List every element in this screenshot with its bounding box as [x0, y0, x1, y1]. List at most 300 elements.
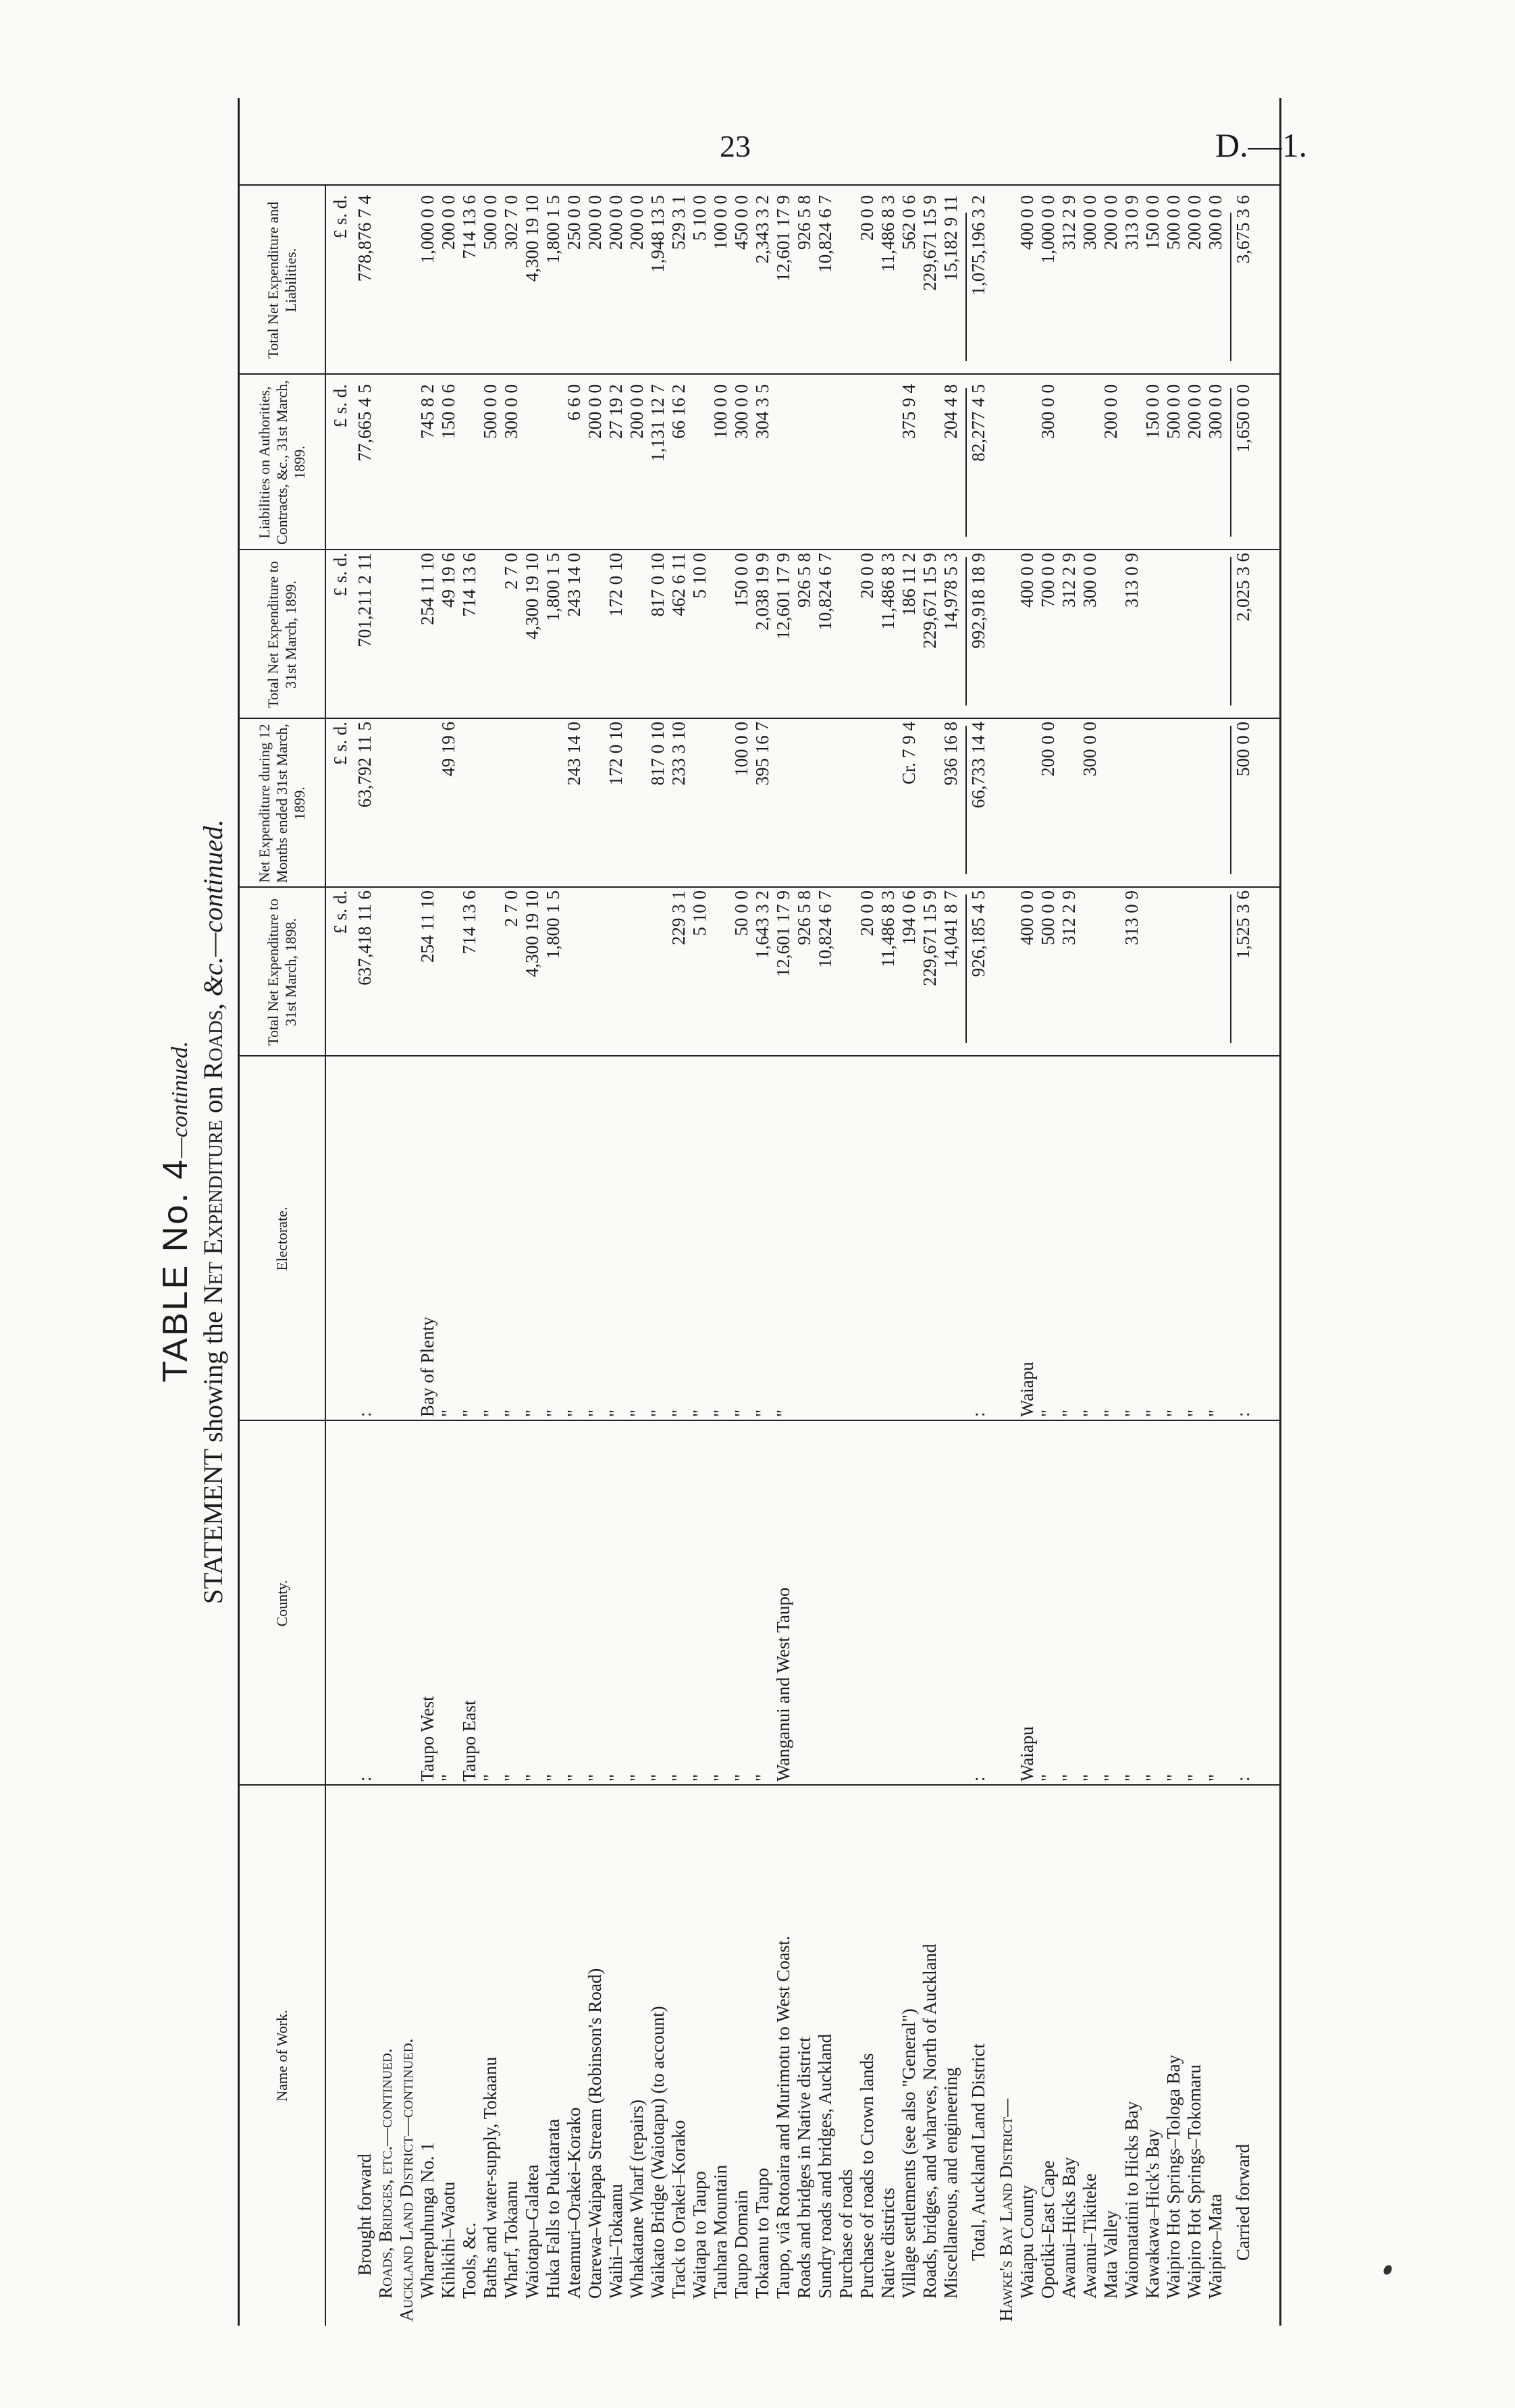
expenditure-12-months: 49 19 6 [438, 722, 458, 776]
table-row [627, 98, 647, 2326]
electorate-cell: " [1121, 1409, 1142, 1417]
expenditure-1898: 194 0 6 [899, 890, 919, 945]
table-row [857, 98, 877, 2326]
statement-suffix: &c.—continued. [198, 819, 228, 1004]
total-expenditure-liabilities: 1,800 1 5 [543, 195, 563, 264]
work-name: Waikato Bridge (Waiotapu) (to account) [647, 2006, 668, 2299]
work-name: Auckland Land District—continued. [396, 2038, 417, 2322]
electorate-cell: : [354, 1412, 375, 1417]
electorate-cell: : [968, 1412, 988, 1417]
work-name: Ateamuri–Orakei–Korako [564, 2107, 584, 2299]
expenditure-1898: 1,525 3 6 [1233, 890, 1253, 959]
units-row [330, 98, 350, 2326]
work-name: Miscellaneous, and engineering [940, 2067, 961, 2299]
electorate-cell: " [606, 1409, 626, 1417]
sum-rule [965, 388, 967, 537]
electorate-cell: " [522, 1409, 542, 1417]
county-cell: " [668, 1773, 689, 1782]
total-expenditure-liabilities: 5 10 0 [689, 195, 710, 241]
work-name: Mata Valley [1100, 2210, 1121, 2299]
expenditure-12-months: 500 0 0 [1233, 722, 1253, 776]
sum-rule [1230, 557, 1231, 705]
electorate-cell: " [1100, 1409, 1121, 1417]
expenditure-1899: 20 0 0 [857, 553, 877, 599]
expenditure-12-months: 63,792 11 5 [354, 722, 375, 808]
work-name: Hawke's Bay Land District— [996, 2098, 1016, 2322]
electorate-cell: " [480, 1409, 500, 1417]
total-expenditure-liabilities: 200 0 0 [1100, 195, 1121, 250]
work-name: Village settlements (see also "General") [899, 2008, 919, 2299]
sum-rule [965, 894, 967, 1043]
work-name: Waiapu County [1017, 2185, 1037, 2299]
table-row [1184, 98, 1204, 2326]
work-name: Purchase of roads to Crown lands [857, 2053, 877, 2299]
county-cell: " [731, 1773, 751, 1782]
electorate-cell: Waiapu [1017, 1362, 1037, 1417]
electorate-cell: " [752, 1409, 772, 1417]
liabilities-1899: 100 0 0 [710, 384, 730, 439]
liabilities-1899: 304 3 5 [752, 384, 772, 439]
sum-rule [965, 213, 967, 361]
county-cell: Wanganui and West Taupo [773, 1587, 793, 1782]
total-expenditure-liabilities: 529 3 1 [668, 195, 689, 250]
expenditure-1899: 300 0 0 [1080, 553, 1100, 608]
table-row [606, 98, 626, 2326]
electorate-cell: " [627, 1409, 647, 1417]
expenditure-1898: 1,800 1 5 [543, 890, 563, 959]
liabilities-1899: 150 0 0 [1142, 384, 1163, 439]
expenditure-1898: 312 2 9 [1059, 890, 1079, 945]
liabilities-1899: 27 19 2 [606, 384, 626, 439]
expenditure-1899: 1,800 1 5 [543, 553, 563, 622]
work-name: Track to Orakei–Korako [668, 2120, 689, 2299]
expenditure-12-months: 395 16 7 [752, 722, 772, 786]
expenditure-1899: 926 5 8 [794, 553, 814, 608]
total-expenditure-liabilities: 150 0 0 [1142, 195, 1163, 250]
expenditure-1899: 2,025 3 6 [1233, 553, 1253, 622]
expenditure-1899: 172 0 10 [606, 553, 626, 617]
expenditure-12-months: 66,733 14 4 [968, 722, 988, 809]
electorate-cell: " [1059, 1409, 1079, 1417]
total-expenditure-liabilities: 1,000 0 0 [417, 195, 437, 264]
table-row [1059, 98, 1079, 2326]
total-expenditure-liabilities: 300 0 0 [1080, 195, 1100, 250]
liabilities-1899: 200 0 0 [585, 384, 605, 439]
expenditure-1898: 1,643 3 2 [752, 890, 772, 959]
county-cell: Taupo East [459, 1700, 479, 1782]
work-name: Wharepuhunga No. 1 [417, 2142, 437, 2299]
expenditure-12-months: 100 0 0 [731, 722, 751, 776]
total-expenditure-liabilities: 400 0 0 [1017, 195, 1037, 250]
total-expenditure-liabilities: 562 0 6 [899, 195, 919, 250]
sum-rule [1230, 388, 1231, 537]
expenditure-12-months: 817 0 10 [647, 722, 668, 786]
statement-roads: Roads, [198, 1003, 228, 1079]
liabilities-1899: 66 16 2 [668, 384, 689, 439]
header-col1: Total Net Expenditure to 31st March, 1898. [240, 888, 326, 1056]
total-expenditure-liabilities: 200 0 0 [585, 195, 605, 250]
work-name: Total, Auckland Land District [968, 2043, 988, 2261]
expenditure-1898: 229,671 15 9 [920, 890, 940, 986]
expenditure-1899: 714 13 6 [459, 553, 479, 617]
table-row [1100, 98, 1121, 2326]
table-row [1233, 98, 1253, 2326]
total-expenditure-liabilities: 10,824 6 7 [815, 195, 835, 273]
electorate-cell: " [1038, 1409, 1058, 1417]
work-name: Waihi–Tokaanu [606, 2184, 626, 2299]
ink-mark [1382, 2264, 1393, 2276]
electorate-cell: " [773, 1409, 793, 1417]
total-expenditure-liabilities: 778,876 7 4 [354, 195, 375, 282]
expenditure-1899: 462 6 11 [668, 553, 689, 616]
total-expenditure-liabilities: 4,300 19 10 [522, 195, 542, 282]
expenditure-1898: 637,418 11 6 [354, 890, 375, 986]
total-expenditure-liabilities: 302 7 0 [501, 195, 521, 250]
county-cell: " [585, 1773, 605, 1782]
header-col5: Total Net Expenditure and Liabilities. [240, 186, 326, 375]
liabilities-1899: 200 0 0 [627, 384, 647, 439]
statement-heading [197, 98, 229, 2326]
expenditure-1899: 186 11 2 [899, 553, 919, 616]
total-expenditure-liabilities: 3,675 3 6 [1233, 195, 1253, 264]
county-cell: " [438, 1773, 458, 1782]
total-expenditure-liabilities: 15,182 9 11 [940, 195, 961, 282]
total-expenditure-liabilities: 500 0 0 [480, 195, 500, 250]
liabilities-1899: 6 6 0 [564, 384, 584, 421]
expenditure-1899: 400 0 0 [1017, 553, 1037, 608]
table-row [354, 98, 375, 2326]
total-expenditure-liabilities: 200 0 0 [438, 195, 458, 250]
county-cell: " [710, 1773, 730, 1782]
header-col2: Net Expenditure during 12 Months ended 31st March, 1899. [240, 719, 326, 888]
units-label: £ s. d. [330, 553, 350, 597]
work-name: Awanui–Tikiteke [1080, 2173, 1100, 2299]
table-row [1017, 98, 1037, 2326]
county-cell: " [1080, 1773, 1100, 1782]
title-block [149, 98, 229, 2326]
total-expenditure-liabilities: 2,343 3 2 [752, 195, 772, 264]
header-col4: Liabilities on Authorities, Contracts, &c., 31st March, 1899. [240, 375, 326, 550]
table-title [155, 98, 196, 2326]
units-label: £ s. d. [330, 890, 350, 934]
county-cell: : [968, 1776, 988, 1782]
electorate-cell: " [1205, 1409, 1225, 1417]
county-cell: " [689, 1773, 710, 1782]
table-row [794, 98, 814, 2326]
liabilities-1899: 300 0 0 [501, 384, 521, 439]
expenditure-1899: 2,038 19 9 [752, 553, 772, 631]
work-name: Huka Falls to Pukatarata [543, 2118, 563, 2299]
table-row [522, 98, 542, 2326]
liabilities-1899: 500 0 0 [480, 384, 500, 439]
work-name: Waipiro Hot Springs–Tologa Bay [1163, 2054, 1184, 2299]
county-cell: " [564, 1773, 584, 1782]
expenditure-12-months: 300 0 0 [1080, 722, 1100, 776]
expenditure-1899: 49 19 6 [438, 553, 458, 608]
work-name: Roads, Bridges, etc.—continued. [375, 2048, 396, 2299]
total-expenditure-liabilities: 1,948 13 5 [647, 195, 668, 273]
work-name: Roads, bridges, and wharves, North of Auckland [920, 1944, 940, 2299]
rotated-table-page [149, 98, 1296, 2326]
total-expenditure-liabilities: 300 0 0 [1205, 195, 1225, 250]
expenditure-1898: 500 0 0 [1038, 890, 1058, 945]
sum-rule [1230, 894, 1231, 1043]
table-row [996, 98, 1016, 2326]
expenditure-1899: 243 14 0 [564, 553, 584, 617]
total-expenditure-liabilities: 20 0 0 [857, 195, 877, 241]
work-name: Kawakawa–Hick's Bay [1142, 2129, 1163, 2299]
table-row [878, 98, 898, 2326]
table-row [1121, 98, 1142, 2326]
work-name: Wharf, Tokaanu [501, 2180, 521, 2299]
county-cell: " [606, 1773, 626, 1782]
table-title-main: TABLE No. 4 [156, 1158, 195, 1383]
work-name: Whakatane Wharf (repairs) [627, 2099, 647, 2299]
expenditure-12-months: 172 0 10 [606, 722, 626, 786]
liabilities-1899: 200 0 0 [1184, 384, 1204, 439]
work-name: Opotiki–East Cape [1038, 2160, 1058, 2299]
liabilities-1899: 300 0 0 [1038, 384, 1058, 439]
county-cell: " [647, 1773, 668, 1782]
table-row [710, 98, 730, 2326]
expenditure-1899: 312 2 9 [1059, 553, 1079, 608]
sum-rule [1230, 726, 1231, 874]
county-cell: " [1100, 1773, 1121, 1782]
county-cell: : [1233, 1776, 1253, 1782]
electorate-cell: " [689, 1409, 710, 1417]
table-row [920, 98, 940, 2326]
county-cell: " [1184, 1773, 1204, 1782]
expenditure-1899: 14,978 5 3 [940, 553, 961, 631]
work-name: Waipiro–Mata [1205, 2193, 1225, 2299]
work-name: Otarewa–Waipapa Stream (Robinson's Road) [585, 1968, 605, 2299]
work-name: Sundry roads and bridges, Auckland [815, 2033, 835, 2299]
expenditure-1899: 2 7 0 [501, 553, 521, 589]
table-row [668, 98, 689, 2326]
county-cell: : [354, 1776, 375, 1782]
expenditure-1899: 992,918 18 9 [968, 553, 988, 649]
total-expenditure-liabilities: 250 0 0 [564, 195, 584, 250]
expenditure-12-months: 200 0 0 [1038, 722, 1058, 776]
work-name: Tauhara Mountain [710, 2164, 730, 2299]
header-name: Name of Work. [240, 1786, 326, 2326]
electorate-cell: " [1080, 1409, 1100, 1417]
county-cell: " [1121, 1773, 1142, 1782]
table-row [1163, 98, 1184, 2326]
total-expenditure-liabilities: 200 0 0 [1184, 195, 1204, 250]
table-row [375, 98, 396, 2326]
table-row [731, 98, 751, 2326]
table-title-continued: —continued. [167, 1041, 192, 1158]
county-cell: " [1142, 1773, 1163, 1782]
work-name: Awanui–Hicks Bay [1059, 2157, 1079, 2299]
liabilities-1899: 77,665 4 5 [354, 384, 375, 462]
total-expenditure-liabilities: 312 2 9 [1059, 195, 1079, 250]
expenditure-1898: 14,041 8 7 [940, 890, 961, 968]
county-cell: " [1205, 1773, 1225, 1782]
total-expenditure-liabilities: 200 0 0 [627, 195, 647, 250]
county-cell: Waiapu [1017, 1726, 1037, 1782]
county-cell: Taupo West [417, 1696, 437, 1782]
electorate-cell: " [731, 1409, 751, 1417]
liabilities-1899: 82,277 4 5 [968, 384, 988, 462]
liabilities-1899: 500 0 0 [1163, 384, 1184, 439]
total-expenditure-liabilities: 229,671 15 9 [920, 195, 940, 291]
electorate-cell: " [1142, 1409, 1163, 1417]
expenditure-1899: 12,601 17 9 [773, 553, 793, 640]
expenditure-1899: 700 0 0 [1038, 553, 1058, 608]
work-name: Waipiro Hot Springs–Tokomaru [1184, 2064, 1204, 2299]
electorate-cell: " [647, 1409, 668, 1417]
header-county: County. [240, 1421, 326, 1786]
work-name: Taupo, viâ Rotoaira and Murimotu to West Coast. [773, 1935, 793, 2299]
expenditure-1899: 150 0 0 [731, 553, 751, 608]
work-name: Native districts [878, 2187, 898, 2299]
expenditure-1898: 11,486 8 3 [878, 890, 898, 967]
liabilities-1899: 375 9 4 [899, 384, 919, 439]
expenditure-1899: 4,300 19 10 [522, 553, 542, 640]
table-row [647, 98, 668, 2326]
expenditure-1898: 714 13 6 [459, 890, 479, 955]
total-expenditure-liabilities: 11,486 8 3 [878, 195, 898, 272]
expenditure-1899: 313 0 9 [1121, 553, 1142, 608]
electorate-cell: " [459, 1409, 479, 1417]
expenditure-1898: 400 0 0 [1017, 890, 1037, 945]
electorate-cell: " [668, 1409, 689, 1417]
statement-on: on [198, 1079, 228, 1120]
electorate-cell: " [564, 1409, 584, 1417]
work-name: Baths and water-supply, Tokaanu [480, 2056, 500, 2299]
sum-rule [965, 726, 967, 874]
table-row [940, 98, 961, 2326]
electorate-cell: " [543, 1409, 563, 1417]
county-cell: " [480, 1773, 500, 1782]
work-name: Kihikihi–Waotu [438, 2181, 458, 2299]
county-cell: " [752, 1773, 772, 1782]
table-row [1038, 98, 1058, 2326]
page-number: 23 [720, 129, 751, 163]
table-row [968, 98, 988, 2326]
electorate-cell: " [1163, 1409, 1184, 1417]
sum-rule [965, 557, 967, 705]
table-row [417, 98, 437, 2326]
electorate-cell: " [1184, 1409, 1204, 1417]
table-row [1080, 98, 1100, 2326]
electorate-cell: Bay of Plenty [417, 1316, 437, 1417]
liabilities-1899: 300 0 0 [1205, 384, 1225, 439]
county-cell: " [522, 1773, 542, 1782]
table-row [773, 98, 793, 2326]
electorate-cell: : [1233, 1412, 1253, 1417]
liabilities-1899: 204 4 8 [940, 384, 961, 439]
units-label: £ s. d. [330, 195, 350, 239]
total-expenditure-liabilities: 500 0 0 [1163, 195, 1184, 250]
units-label: £ s. d. [330, 384, 350, 428]
page-reference: D.—1. [1215, 126, 1308, 164]
work-name: Taupo Domain [731, 2190, 751, 2299]
table-row [585, 98, 605, 2326]
header-electorate: Electorate. [240, 1056, 326, 1421]
table-row [543, 98, 563, 2326]
county-cell: " [627, 1773, 647, 1782]
county-cell: " [1038, 1773, 1058, 1782]
work-name: Tools, &c. [459, 2222, 479, 2299]
county-cell: " [1163, 1773, 1184, 1782]
table-row [564, 98, 584, 2326]
total-expenditure-liabilities: 313 0 9 [1121, 195, 1142, 250]
table-row [396, 98, 417, 2326]
table-row [899, 98, 919, 2326]
expenditure-1899: 229,671 15 9 [920, 553, 940, 649]
liabilities-1899: 200 0 0 [1100, 384, 1121, 439]
statement-prefix: STATEMENT showing the [198, 1304, 228, 1605]
expenditure-12-months: 243 14 0 [564, 722, 584, 786]
county-cell: " [501, 1773, 521, 1782]
expenditure-table [238, 98, 1281, 2326]
liabilities-1899: 300 0 0 [731, 384, 751, 439]
expenditure-1898: 2 7 0 [501, 890, 521, 927]
expenditure-1898: 313 0 9 [1121, 890, 1142, 945]
expenditure-12-months: 233 3 10 [668, 722, 689, 786]
liabilities-1899: 1,650 0 0 [1233, 384, 1253, 453]
expenditure-1899: 10,824 6 7 [815, 553, 835, 631]
work-name: Waitapa to Taupo [689, 2171, 710, 2299]
table-row [1205, 98, 1225, 2326]
table-row [752, 98, 772, 2326]
work-name: Purchase of roads [836, 2169, 856, 2299]
statement-caps: Net Expenditure [198, 1119, 228, 1305]
expenditure-1898: 12,601 17 9 [773, 890, 793, 978]
work-name: Brought forward [354, 2153, 375, 2276]
county-cell: " [543, 1773, 563, 1782]
work-name: Waiotapu–Galatea [522, 2164, 542, 2299]
table-row [815, 98, 835, 2326]
expenditure-1898: 5 10 0 [689, 890, 710, 936]
total-expenditure-liabilities: 1,075,196 3 2 [968, 195, 988, 296]
sum-rule [1230, 213, 1231, 361]
table-row [501, 98, 521, 2326]
header-col3: Total Net Expenditure to 31st March, 1899. [240, 550, 326, 719]
work-name: Tokaanu to Taupo [752, 2168, 772, 2299]
table-row [438, 98, 458, 2326]
expenditure-1899: 11,486 8 3 [878, 553, 898, 630]
expenditure-1898: 229 3 1 [668, 890, 689, 945]
expenditure-1898: 926 5 8 [794, 890, 814, 945]
expenditure-12-months: Cr. 7 9 4 [899, 722, 919, 785]
total-expenditure-liabilities: 12,601 17 9 [773, 195, 793, 282]
expenditure-1898: 20 0 0 [857, 890, 877, 936]
expenditure-12-months: 936 16 8 [940, 722, 961, 786]
table-row [1142, 98, 1163, 2326]
electorate-cell: " [710, 1409, 730, 1417]
units-label: £ s. d. [330, 722, 350, 766]
total-expenditure-liabilities: 1,000 0 0 [1038, 195, 1058, 264]
expenditure-1898: 10,824 6 7 [815, 890, 835, 968]
work-name: Roads and bridges in Native district [794, 2037, 814, 2299]
expenditure-1898: 4,300 19 10 [522, 890, 542, 978]
county-cell: " [1059, 1773, 1079, 1782]
total-expenditure-liabilities: 200 0 0 [606, 195, 626, 250]
total-expenditure-liabilities: 450 0 0 [731, 195, 751, 250]
expenditure-1898: 254 11 10 [417, 890, 437, 963]
table-row [836, 98, 856, 2326]
work-name: Carried forward [1233, 2143, 1253, 2261]
expenditure-1899: 701,211 2 11 [354, 553, 375, 647]
electorate-cell: " [585, 1409, 605, 1417]
liabilities-1899: 1,131 12 7 [647, 384, 668, 462]
total-expenditure-liabilities: 926 5 8 [794, 195, 814, 250]
electorate-cell: " [438, 1409, 458, 1417]
